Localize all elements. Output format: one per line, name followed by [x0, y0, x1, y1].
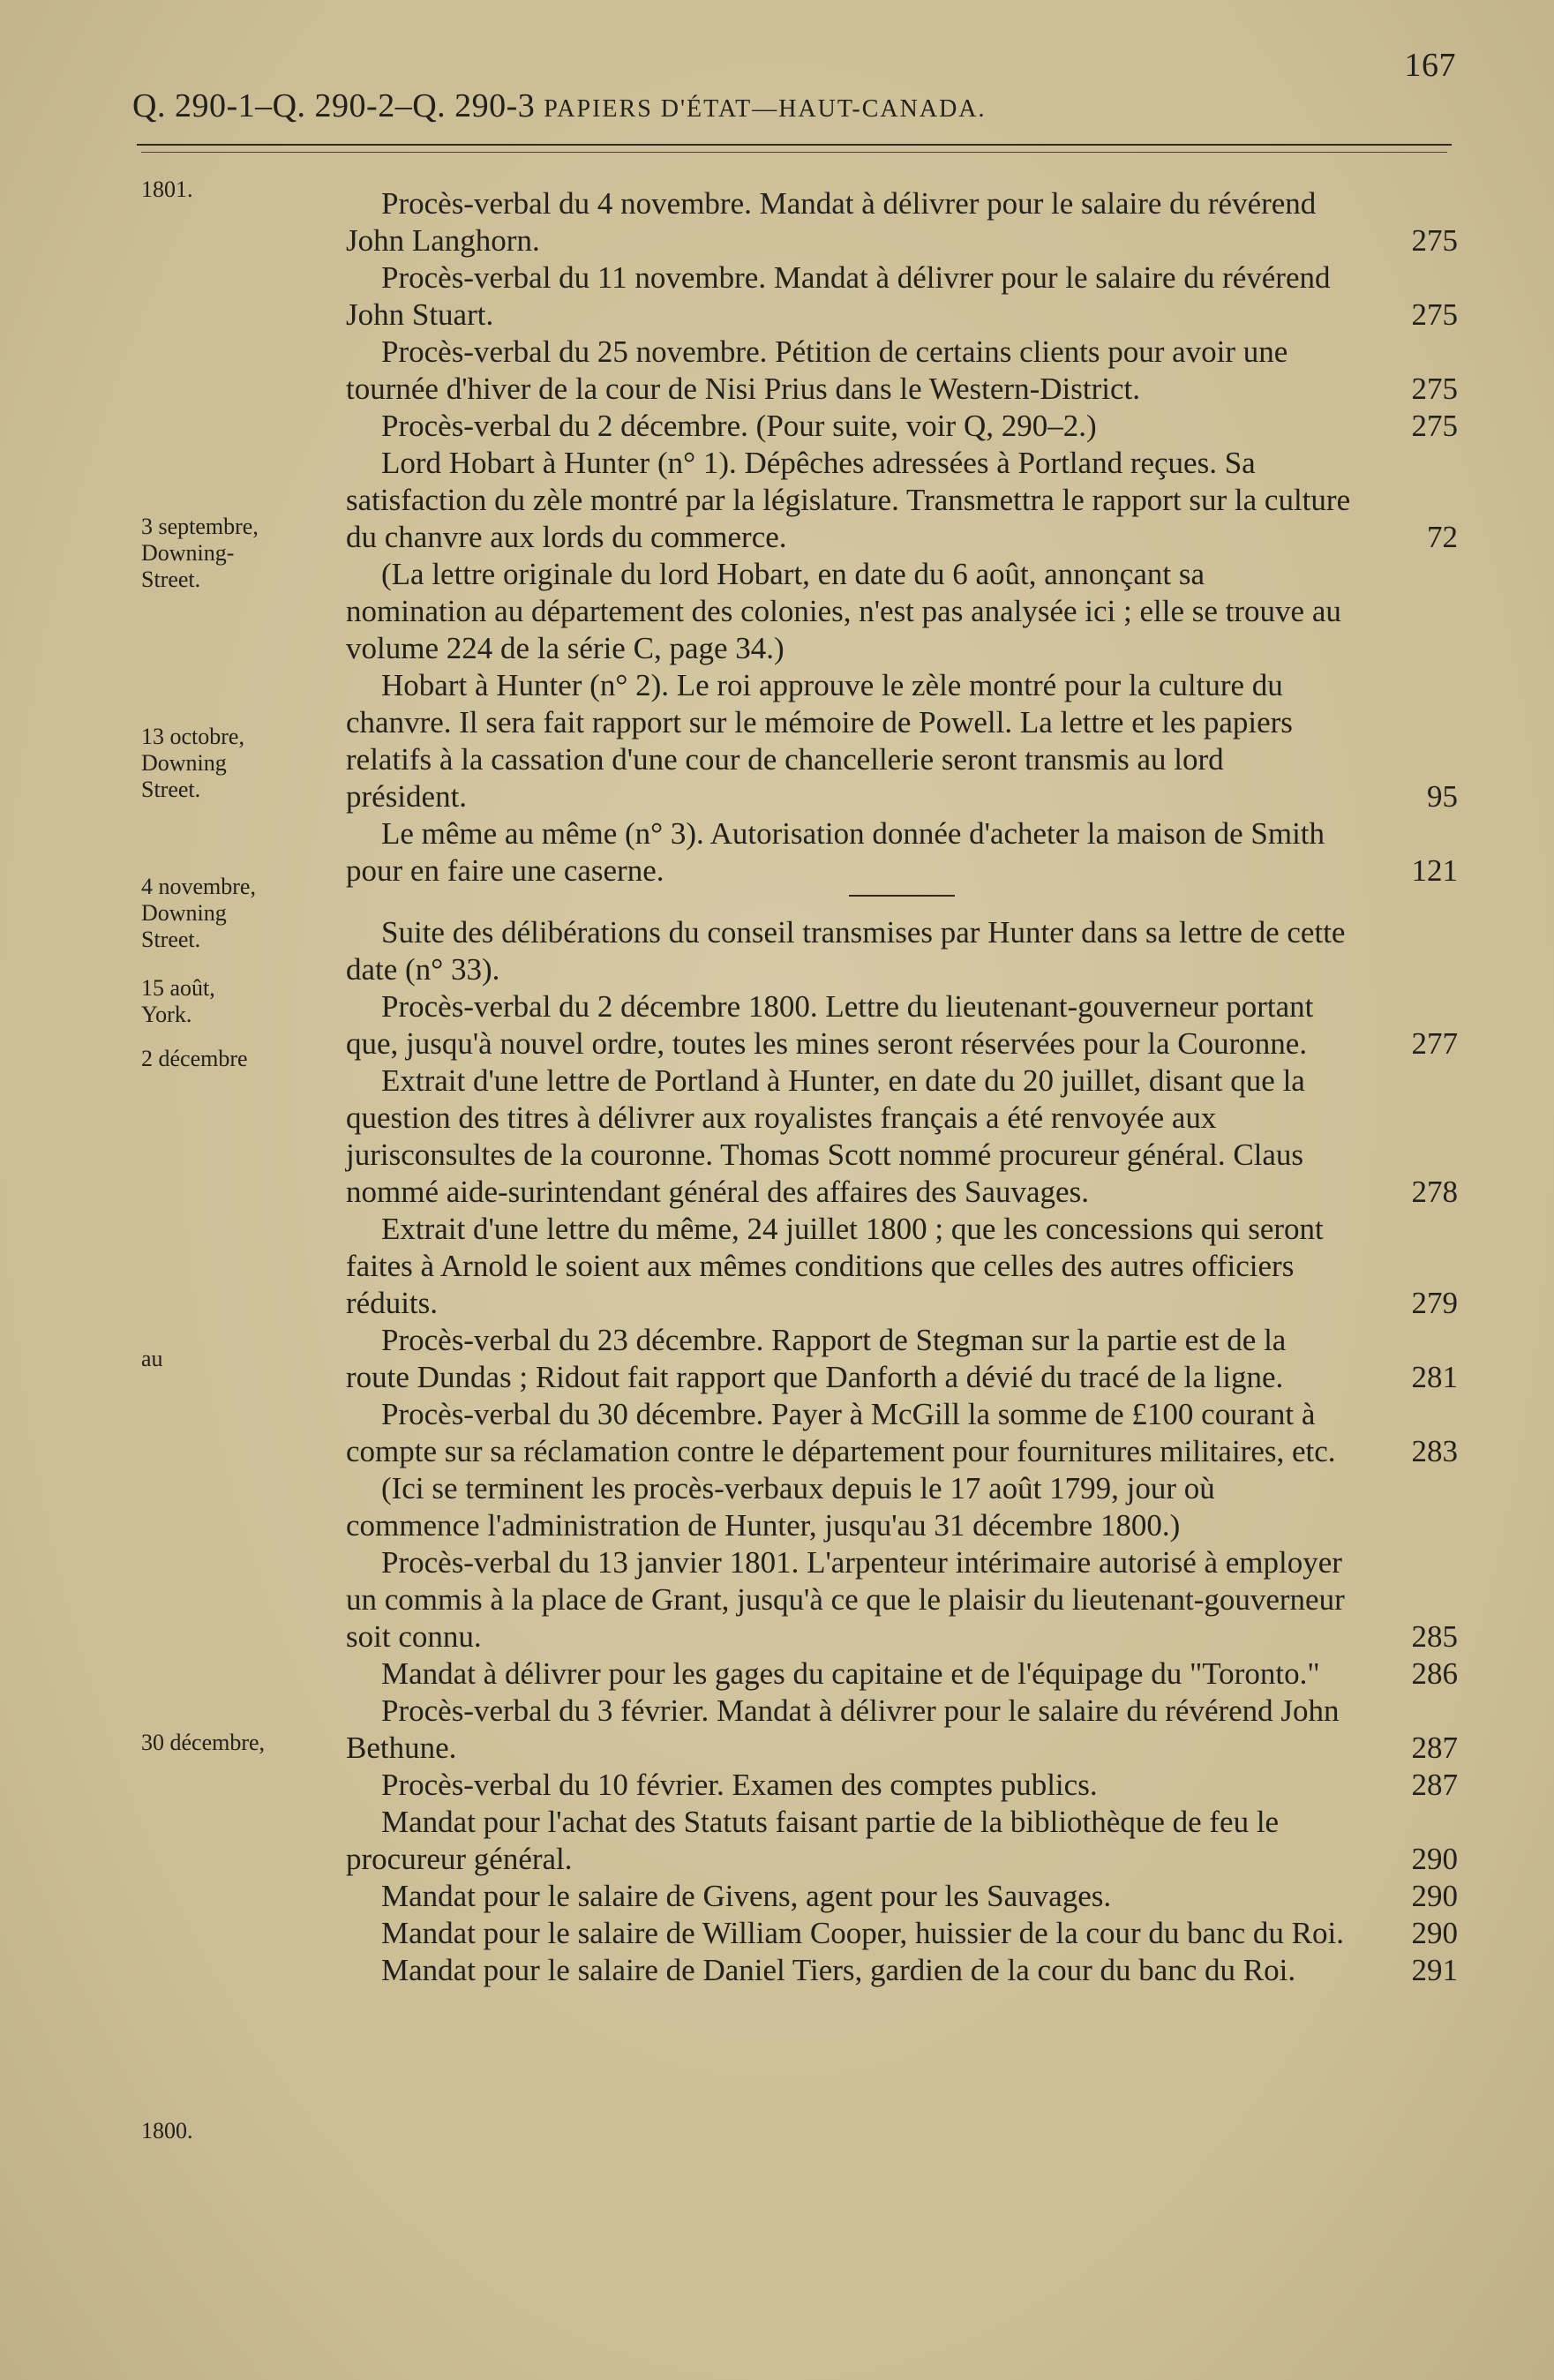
calendar-entry [346, 914, 1458, 988]
page-reference: 275 [1411, 409, 1458, 443]
page-reference: 286 [1411, 1656, 1458, 1691]
header-rule-secondary [141, 152, 1447, 153]
entry-text: Procès-verbal du 11 novembre. Mandat à délivrer pour le salaire du révérend John Stuart. [346, 260, 1331, 332]
page-reference: 121 [1411, 853, 1458, 888]
entry-text: Procès-verbal du 2 décembre. (Pour suite, voir Q, 290–2.) [381, 409, 1097, 443]
entry-text: Procès-verbal du 2 décembre 1800. Lettre du lieutenant-gouverneur portant que, jusqu'à nouvel ordre, toutes les mines seront réservées pour la Couronne. [346, 989, 1314, 1061]
calendar-entry [346, 556, 1458, 667]
calendar-entry [346, 185, 1458, 259]
entries-column [346, 185, 1458, 1989]
page-number: 167 [1404, 47, 1456, 84]
page-reference: 95 [1427, 779, 1458, 814]
running-title: PAPIERS D'ÉTAT—HAUT-CANADA. [544, 95, 987, 123]
page-reference: 281 [1411, 1360, 1458, 1394]
page-reference: 283 [1411, 1434, 1458, 1468]
calendar-entry [346, 1767, 1458, 1804]
margin-date-note: 13 octobre, Downing Street. [141, 724, 244, 802]
page-reference: 287 [1411, 1768, 1458, 1802]
margin-date-note: 15 août, York. [141, 975, 215, 1027]
calendar-entry [346, 1396, 1458, 1470]
entry-text: Hobart à Hunter (n° 2). Le roi approuve le zèle montré pour la culture du chanvre. Il sera fait rapport sur le mémoire de Powell. La lettre et les papiers relatifs à la cassation d'une cour de chancellerie seront transmis au lord président. [346, 668, 1293, 814]
header-rule [137, 144, 1452, 146]
page-reference: 290 [1411, 1879, 1458, 1913]
calendar-entry [346, 259, 1458, 334]
calendar-entry [346, 1804, 1458, 1878]
entry-text: Lord Hobart à Hunter (n° 1). Dépêches adressées à Portland reçues. Sa satisfaction du zèle montré par la législature. Transmettra le rapport sur la culture du chanvre aux lords du commerce. [346, 446, 1351, 554]
entry-text: (La lettre originale du lord Hobart, en date du 6 août, annonçant sa nomination au département des colonies, n'est pas analysée ici ; elle se trouve au volume 224 de la série C, page 34.) [346, 557, 1341, 665]
page-reference: 278 [1411, 1175, 1458, 1209]
calendar-entry [346, 1693, 1458, 1767]
page-reference: 275 [1411, 223, 1458, 258]
entry-text: Mandat à délivrer pour les gages du capitaine et de l'équipage du "Toronto." [381, 1656, 1320, 1691]
calendar-entry [346, 1470, 1458, 1544]
margin-date-note: 2 décembre [141, 1046, 248, 1071]
margin-date-note: 3 septembre, Downing- Street. [141, 514, 259, 592]
calendar-entry [346, 1952, 1458, 1989]
entry-text: Le même au même (n° 3). Autorisation donnée d'acheter la maison de Smith pour en faire une caserne. [346, 816, 1325, 888]
entry-text: Mandat pour le salaire de William Cooper, huissier de la cour du banc du Roi. [381, 1916, 1344, 1950]
calendar-entry [346, 988, 1458, 1062]
entry-text: Procès-verbal du 10 février. Examen des comptes publics. [381, 1768, 1098, 1802]
calendar-entry [346, 1211, 1458, 1322]
calendar-entry [346, 445, 1458, 556]
calendar-entry [346, 1655, 1458, 1693]
page-reference: 72 [1427, 520, 1458, 554]
entry-text: Procès-verbal du 25 novembre. Pétition de certains clients pour avoir une tournée d'hiver de la cour de Nisi Prius dans le Western-District. [346, 334, 1288, 406]
page-reference: 290 [1411, 1916, 1458, 1950]
margin-date-note: 4 novembre, Downing Street. [141, 874, 256, 952]
entry-text: Procès-verbal du 3 février. Mandat à délivrer pour le salaire du révérend John Bethune. [346, 1693, 1340, 1765]
entry-text: Extrait d'une lettre de Portland à Hunter, en date du 20 juillet, disant que la question des titres à délivrer aux royalistes français a été renvoyée aux jurisconsultes de la couronne. Thomas Scott nommé procureur général. Claus nommé aide-surintendant général des affaires des Sauvages. [346, 1063, 1305, 1209]
calendar-entry [346, 334, 1458, 408]
margin-date-note: 1800. [141, 2118, 193, 2144]
archive-codes: Q. 290-1–Q. 290-2–Q. 290-3 [132, 87, 536, 124]
entry-text: Procès-verbal du 13 janvier 1801. L'arpenteur intérimaire autorisé à employer un commis à la place de Grant, jusqu'à ce que le plaisir du lieutenant-gouverneur soit connu. [346, 1545, 1345, 1654]
calendar-entry [346, 1915, 1458, 1952]
page-reference: 287 [1411, 1731, 1458, 1765]
page-header [132, 47, 1456, 125]
calendar-entry [346, 815, 1458, 890]
calendar-entry [346, 408, 1458, 445]
entry-text: Procès-verbal du 30 décembre. Payer à McGill la somme de £100 courant à compte sur sa réclamation contre le département pour fournitures militaires, etc. [346, 1397, 1336, 1468]
page-reference: 285 [1411, 1619, 1458, 1654]
page-reference: 291 [1411, 1953, 1458, 1987]
section-divider [849, 895, 955, 897]
calendar-entry [346, 1322, 1458, 1396]
page-reference: 275 [1411, 297, 1458, 332]
margin-date-note: 30 décembre, [141, 1730, 266, 1755]
entry-text: Mandat pour le salaire de Daniel Tiers, gardien de la cour du banc du Roi. [381, 1953, 1296, 1987]
page-reference: 290 [1411, 1842, 1458, 1876]
entry-text: Procès-verbal du 23 décembre. Rapport de Stegman sur la partie est de la route Dundas ; Ridout fait rapport que Danforth a dévié du tracé de la ligne. [346, 1323, 1287, 1394]
entry-text: (Ici se terminent les procès-verbaux depuis le 17 août 1799, jour où commence l'administration de Hunter, jusqu'au 31 décembre 1800.) [346, 1471, 1215, 1543]
calendar-entry [346, 1544, 1458, 1655]
entry-text: Mandat pour le salaire de Givens, agent pour les Sauvages. [381, 1879, 1112, 1913]
calendar-entry [346, 667, 1458, 815]
page-reference: 279 [1411, 1286, 1458, 1320]
entry-text: Mandat pour l'achat des Statuts faisant partie de la bibliothèque de feu le procureur général. [346, 1805, 1280, 1876]
page-reference: 275 [1411, 372, 1458, 406]
page-reference: 277 [1411, 1026, 1458, 1061]
entry-text: Extrait d'une lettre du même, 24 juillet 1800 ; que les concessions qui seront faites à Arnold le soient aux mêmes conditions que celles des autres officiers réduits. [346, 1212, 1324, 1320]
entry-text: Procès-verbal du 4 novembre. Mandat à délivrer pour le salaire du révérend John Langhorn. [346, 186, 1317, 258]
calendar-entry [346, 1878, 1458, 1915]
margin-date-note: 1801. [141, 176, 193, 202]
margin-date-note: au [141, 1346, 163, 1371]
entry-text: Suite des délibérations du conseil transmises par Hunter dans sa lettre de cette date (n° 33). [346, 915, 1346, 987]
calendar-entry [346, 1062, 1458, 1211]
